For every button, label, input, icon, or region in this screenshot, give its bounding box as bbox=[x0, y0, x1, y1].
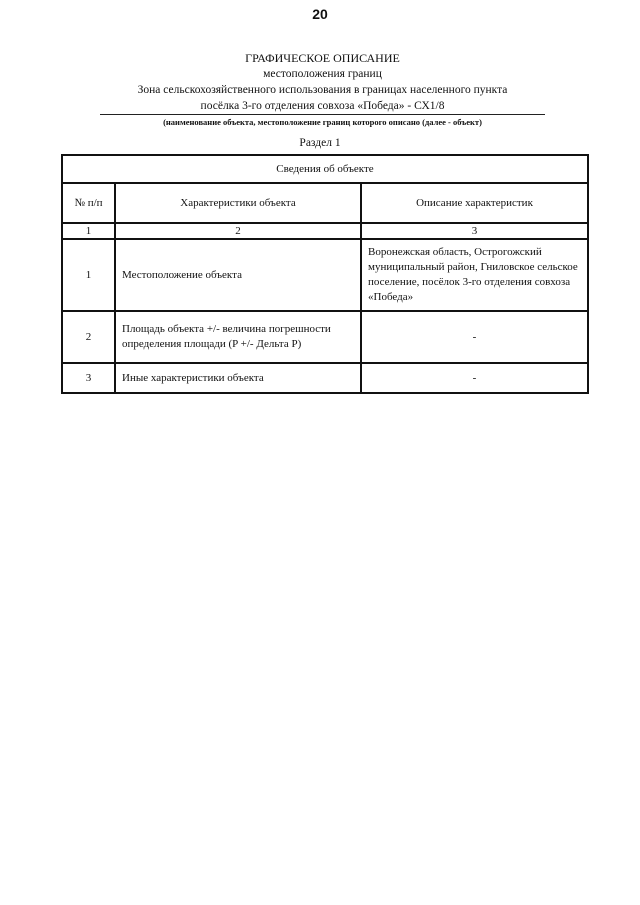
page-number: 20 bbox=[312, 6, 328, 22]
row-number: 2 bbox=[62, 311, 115, 363]
column-number-1: 1 bbox=[62, 223, 115, 239]
column-number-2: 2 bbox=[115, 223, 361, 239]
row-description: Воронежская область, Острогожский муниципальный район, Гниловское сельское поселение, посёлок 3-го отделения совхоза «Победа» bbox=[361, 239, 588, 311]
row-description: - bbox=[361, 311, 588, 363]
row-description: - bbox=[361, 363, 588, 393]
table-row bbox=[62, 311, 588, 363]
table-column-numbers bbox=[62, 223, 588, 239]
object-name-line-2: посёлка 3-го отделения совхоза «Победа» - СХ1/8 bbox=[200, 100, 445, 112]
table-row bbox=[62, 363, 588, 393]
row-number: 3 bbox=[62, 363, 115, 393]
document-subtitle: местоположения границ bbox=[263, 68, 382, 80]
object-name-line-1: Зона сельскохозяйственного использования в границах населенного пункта bbox=[137, 84, 508, 96]
object-name bbox=[100, 82, 545, 115]
object-name-caption: (наименование объекта, местоположение границ которого описано (далее - объект) bbox=[163, 117, 482, 127]
row-characteristic: Иные характеристики объекта bbox=[115, 363, 361, 393]
table-heading-row bbox=[62, 155, 588, 183]
document-header bbox=[100, 50, 545, 115]
column-header-description: Описание характеристик bbox=[361, 183, 588, 223]
section-title: Раздел 1 bbox=[299, 137, 341, 149]
object-info-table bbox=[61, 154, 589, 394]
column-header-num: № п/п bbox=[62, 183, 115, 223]
table-row bbox=[62, 239, 588, 311]
column-number-3: 3 bbox=[361, 223, 588, 239]
table-column-headers bbox=[62, 183, 588, 223]
document-title: ГРАФИЧЕСКОЕ ОПИСАНИЕ bbox=[245, 51, 400, 65]
row-characteristic: Площадь объекта +/- величина погрешности определения площади (P +/- Дельта P) bbox=[115, 311, 361, 363]
column-header-characteristics: Характеристики объекта bbox=[115, 183, 361, 223]
table-heading: Сведения об объекте bbox=[62, 155, 588, 183]
row-characteristic: Местоположение объекта bbox=[115, 239, 361, 311]
row-number: 1 bbox=[62, 239, 115, 311]
